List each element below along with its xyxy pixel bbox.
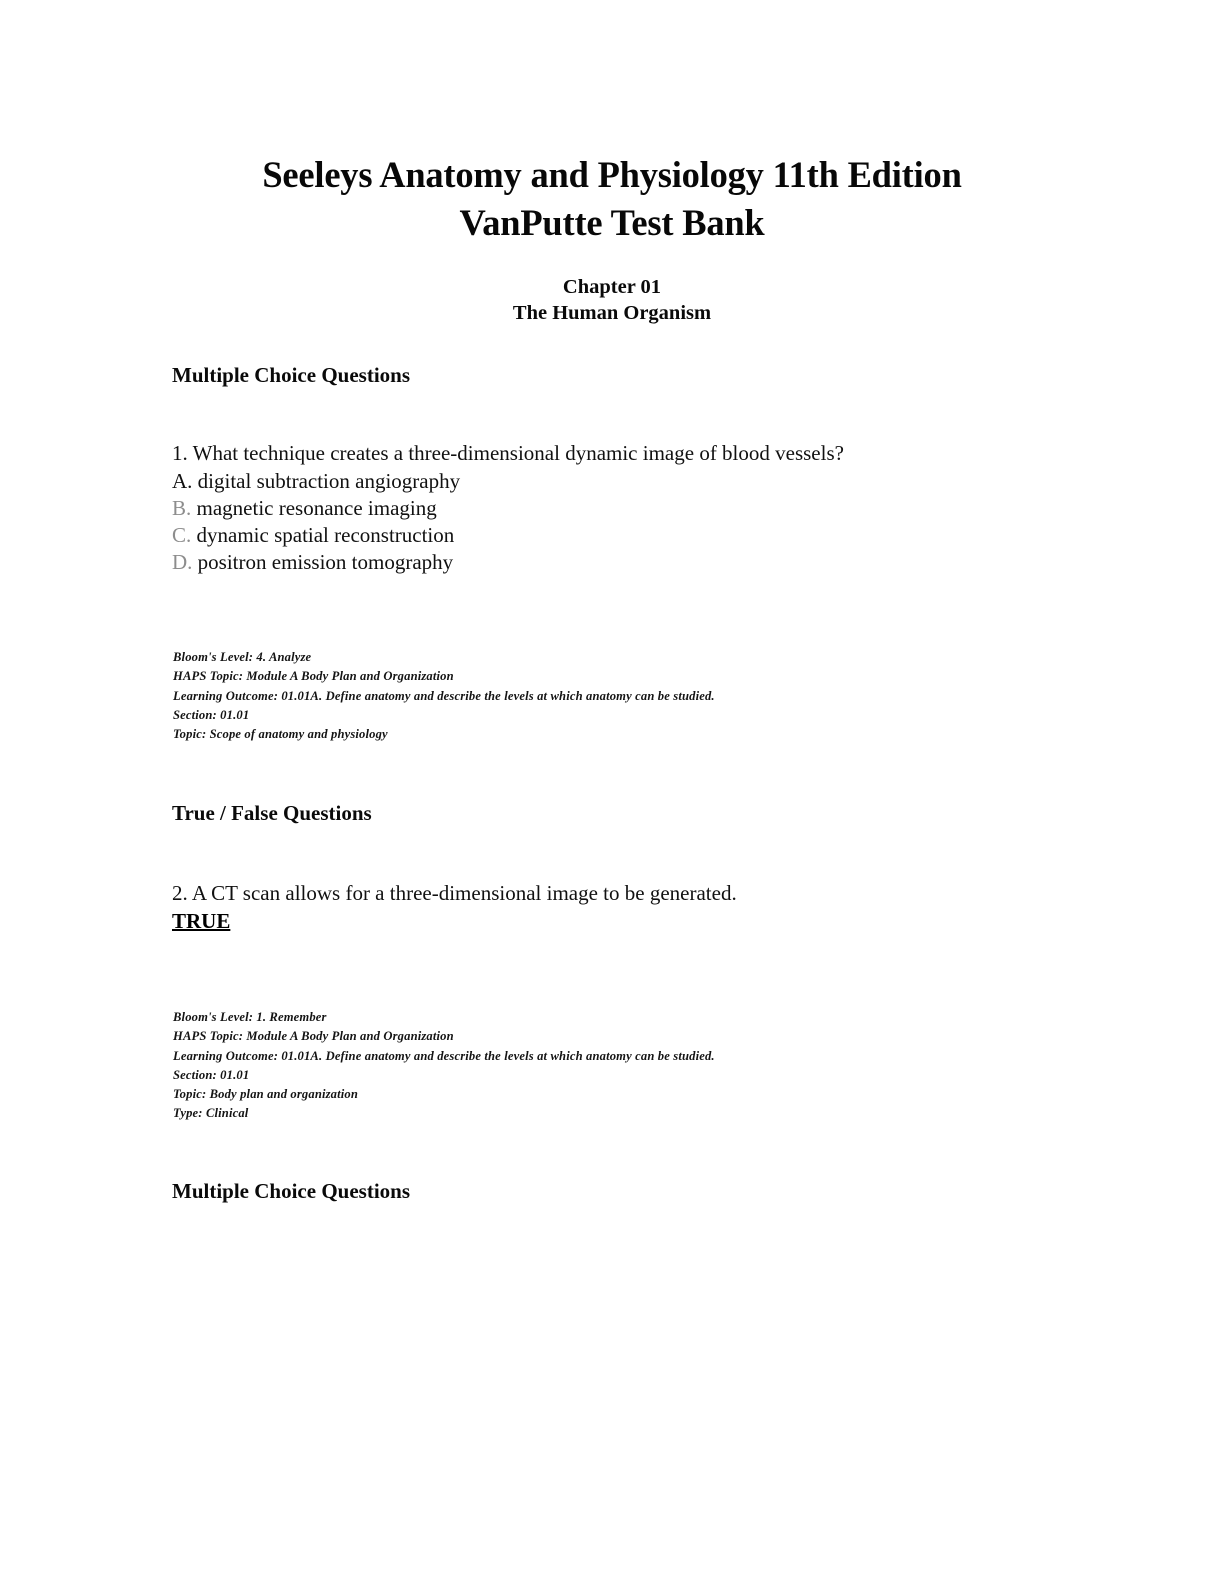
option-c-letter: C.: [172, 523, 192, 547]
question-1-option-a: [172, 468, 460, 495]
chapter-name: The Human Organism: [512, 302, 712, 324]
metadata-haps-topic: HAPS Topic: Module A Body Plan and Organization: [173, 669, 454, 684]
metadata-topic: Topic: Scope of anatomy and physiology: [173, 727, 388, 742]
question-1-text: 1. What technique creates a three-dimensional dynamic image of blood vessels?: [172, 441, 844, 465]
option-d-text: positron emission tomography: [197, 550, 454, 574]
option-a-letter: A.: [172, 469, 193, 493]
metadata-topic-2: Topic: Body plan and organization: [173, 1087, 359, 1102]
section-heading-multiple-choice-bottom: Multiple Choice Questions: [172, 1179, 411, 1203]
metadata-section: Section: 01.01: [173, 707, 250, 722]
question-1-option-c: [172, 522, 454, 549]
document-title: [0, 152, 1224, 248]
metadata-blooms-level: Bloom's Level: 4. Analyze: [173, 650, 312, 664]
metadata-learning-outcome: Learning Outcome: 01.01A. Define anatomy and describe the levels at which anatomy can be studied.: [173, 688, 715, 703]
question-2-metadata: [173, 1008, 715, 1124]
document-title-line-2: VanPutte Test Bank: [459, 203, 765, 244]
metadata-haps-topic-2: HAPS Topic: Module A Body Plan and Organization: [173, 1029, 454, 1044]
document-title-line-1: Seeleys Anatomy and Physiology 11th Edition: [262, 155, 962, 196]
option-a-text: digital subtraction angiography: [197, 469, 461, 493]
metadata-section-2: Section: 01.01: [173, 1067, 250, 1082]
option-d-letter: D.: [172, 550, 193, 574]
section-heading-multiple-choice-top: Multiple Choice Questions: [172, 363, 411, 387]
metadata-type-2: Type: Clinical: [173, 1106, 249, 1121]
metadata-learning-outcome-2: Learning Outcome: 01.01A. Define anatomy and describe the levels at which anatomy can be studied.: [173, 1048, 715, 1063]
question-1-option-b: [172, 495, 437, 522]
question-2-text: 2. A CT scan allows for a three-dimensional image to be generated.: [172, 881, 737, 905]
document-subtitle: [0, 274, 1224, 326]
section-heading-true-false: True / False Questions: [172, 801, 372, 825]
question-1-option-d: [172, 549, 453, 576]
chapter-label: Chapter 01: [562, 276, 662, 298]
option-c-text: dynamic spatial reconstruction: [196, 523, 455, 547]
option-b-text: magnetic resonance imaging: [196, 496, 437, 520]
metadata-blooms-level-2: Bloom's Level: 1. Remember: [173, 1010, 327, 1024]
option-b-letter: B.: [172, 496, 192, 520]
question-2-answer: TRUE: [172, 909, 231, 933]
question-1-metadata: [173, 648, 715, 744]
